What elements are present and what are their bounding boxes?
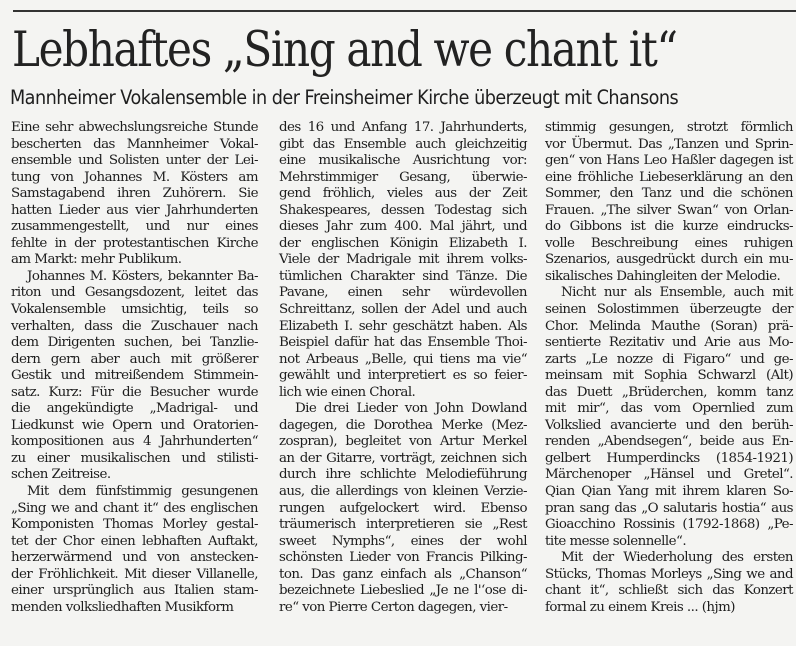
text-line: Gioacchino Rossinis (1792-1868) „Pe- [545, 517, 793, 533]
text-line: zusammengestellt, und nur eines [11, 219, 258, 235]
text-line: des 16 und Anfang 17. Jahrhunderts, [279, 120, 527, 135]
text-line: lich wie einen Choral. [279, 384, 416, 400]
text-line: riton und Gesangsdozent, leitet das [11, 285, 258, 301]
top-rule [13, 10, 796, 12]
text-line: meinsam mit Sophia Schwarzl (Alt) [545, 368, 793, 384]
text-line: sentierte Rezitativ und Arie aus Mo- [545, 335, 793, 351]
text-line: die angekündigte „Madrigal- und [11, 401, 258, 417]
text-line: tung von Johannes M. Kösters am [11, 169, 258, 185]
text-line: sweet Nymphs“, eines der wohl [279, 533, 527, 549]
text-line: pran sang das „O salutaris hostia“ aus [545, 500, 793, 516]
text-line: Schreittanz, sollen der Adel und auch [279, 302, 527, 318]
text-line: ensemble und Solisten unter der Lei- [11, 153, 258, 169]
text-line: Pavane, einen sehr würdevollen [279, 285, 527, 301]
column-1 [11, 120, 258, 616]
text-line: dern gern aber auch mit größerer [11, 351, 258, 367]
text-line: sikalisches Dahingleiten der Melodie. [545, 268, 781, 284]
text-line: der Fröhlichkeit. Mit dieser Villanelle, [11, 566, 258, 582]
text-line: Beispiel dafür hat das Ensemble Thoi- [279, 335, 527, 351]
text-line: zu einer musikalischen und stilisti- [11, 450, 258, 466]
text-line: einer ursprünglich aus Italien stam- [11, 583, 258, 599]
subheadline: Mannheimer Vokalensemble in der Freinsheimer Kirche überzeugt mit Chansons [10, 86, 679, 109]
text-line: eine fröhliche Liebeserklärung an den [545, 169, 793, 185]
text-line: Sommer, den Tanz und die schönen [545, 186, 793, 202]
text-line: träumerisch interpretieren sie „Rest [279, 517, 527, 533]
text-line: formal zu einem Kreis ... (hjm) [545, 599, 735, 615]
text-line: durch ihre schlichte Melodieführung [279, 467, 527, 483]
text-line: das Duett „Brüderchen, komm tanz [545, 384, 793, 400]
text-line: renden „Abendsegen“, beide aus En- [545, 434, 793, 450]
text-line: Viele der Madrigale mit ihrem volks- [279, 252, 527, 268]
text-line: eine musikalische Ausrichtung vor: [279, 153, 527, 169]
text-line: Gestik und mitreißendem Stimmein- [11, 368, 258, 384]
text-line: bezeichnete Liebeslied „Je ne l'‘ose di- [279, 583, 527, 599]
text-line: Chor. Melinda Mauthe (Soran) prä- [545, 318, 793, 334]
text-line: stimmig gesungen, strotzt förmlich [545, 120, 793, 135]
text-line: schen Zeitreise. [11, 467, 111, 483]
text-line: dem Dirigenten suchen, bei Tanzlie- [11, 335, 258, 351]
text-line: Johannes M. Kösters, bekannter Ba- [27, 268, 258, 284]
text-line: menden volksliedhaften Musikform [11, 599, 234, 615]
text-line: Mit dem fünfstimmig gesungenen [27, 484, 258, 500]
column-3 [545, 120, 793, 616]
text-line: Die drei Lieder von John Dowland [295, 401, 527, 417]
text-line: gen“ von Hans Leo Haßler dagegen ist [545, 153, 793, 169]
text-line: Nicht nur als Ensemble, auch mit [561, 285, 793, 301]
text-line: Komponisten Thomas Morley gestal- [11, 517, 258, 533]
text-line: tite messe solennelle“. [545, 533, 687, 549]
text-line: Märchenoper „Hänsel und Gretel“. [545, 467, 793, 483]
text-line: Frauen. „The silver Swan“ von Orlan- [545, 202, 793, 218]
text-line: not Arbeaus „Belle, qui tiens ma vie“ [279, 351, 527, 367]
text-line: gibt das Ensemble auch gleichzeitig [279, 136, 527, 152]
text-line: do Gibbons ist die kurze eindrucks- [545, 219, 793, 235]
text-line: Mehrstimmiger Gesang, überwie- [279, 169, 527, 185]
text-line: der englischen Königin Elizabeth I. [279, 235, 527, 251]
text-line: dieses Jahr zum 400. Mal jährt, und [279, 219, 527, 235]
text-line: dagegen, die Dorothea Merke (Mez- [279, 417, 527, 433]
text-line: am Markt: mehr Publikum. [11, 252, 182, 268]
text-line: Qian Qian Yang mit ihrem klaren So- [545, 484, 793, 500]
text-line: satz. Kurz: Für die Besucher wurde [11, 384, 258, 400]
text-line: verhalten, dass die Zuschauer nach [11, 318, 258, 334]
text-line: rungen aufgelockert wird. Ebenso [279, 500, 527, 516]
text-line: volle Beschreibung eines ruhigen [545, 235, 793, 251]
text-line: aus, die allerdings von kleinen Verzie- [279, 484, 527, 500]
text-line: gelbert Humperdincks (1854-1921) [545, 450, 793, 466]
text-line: seinen Solostimmen überzeugte der [545, 302, 793, 318]
text-line: Liedkunst wie Opern und Oratorien- [11, 417, 258, 433]
text-line: an der Gitarre, vorträgt, zeichnen sich [279, 450, 527, 466]
text-line: zarts „Le nozze di Figaro“ und ge- [545, 351, 793, 367]
text-line: bescherten das Mannheimer Vokal- [11, 136, 258, 152]
text-line: „Sing we and chant it“ des englischen [11, 500, 258, 516]
text-line: schönsten Lieder von Francis Pilking- [279, 550, 527, 566]
text-line: gend fröhlich, vieles aus der Zeit [279, 186, 527, 202]
text-line: tümlichen Charakter sind Tänze. Die [279, 268, 527, 284]
text-line: mit mir“, das vom Opernlied zum [545, 401, 793, 417]
text-line: Samstagabend ihren Zuhörern. Sie [11, 186, 258, 202]
text-line: tet der Chor einen lebhaften Auftakt, [11, 533, 258, 549]
text-line: Elizabeth I. sehr geschätzt haben. Als [279, 318, 527, 334]
text-line: hatten Lieder aus vier Jahrhunderten [11, 202, 258, 218]
text-line: ton. Das ganz einfach als „Chanson“ [279, 566, 527, 582]
text-line: Szenarios, ausgedrückt durch ein mu- [545, 252, 793, 268]
text-line: Stücks, Thomas Morleys „Sing we and [545, 566, 793, 582]
text-line: Eine sehr abwechslungsreiche Stunde [11, 120, 258, 135]
text-line: gewählt und interpretiert es so feier- [279, 368, 527, 384]
text-line: Mit der Wiederholung des ersten [561, 550, 793, 566]
text-line: Volkslied avancierte und den berüh- [545, 417, 793, 433]
text-line: zospran), begleitet von Artur Merkel [279, 434, 527, 450]
text-line: Shakespeares, dessen Todestag sich [279, 202, 527, 218]
text-line: Vokalensemble umsichtig, teils so [11, 302, 258, 318]
text-line: kompositionen aus 4 Jahrhunderten“ [11, 434, 258, 450]
text-line: chant it“, schließt sich das Konzert [545, 583, 793, 599]
text-line: fehlte in der protestantischen Kirche [11, 235, 258, 251]
headline: Lebhaftes „Sing and we chant it“ [12, 21, 677, 78]
column-2 [279, 120, 527, 616]
text-line: re“ von Pierre Certon dagegen, vier- [279, 599, 508, 615]
text-line: vor Übermut. Das „Tanzen und Sprin- [545, 136, 793, 152]
article-body [0, 120, 796, 646]
text-line: herzerwärmend und von anstecken- [11, 550, 258, 566]
